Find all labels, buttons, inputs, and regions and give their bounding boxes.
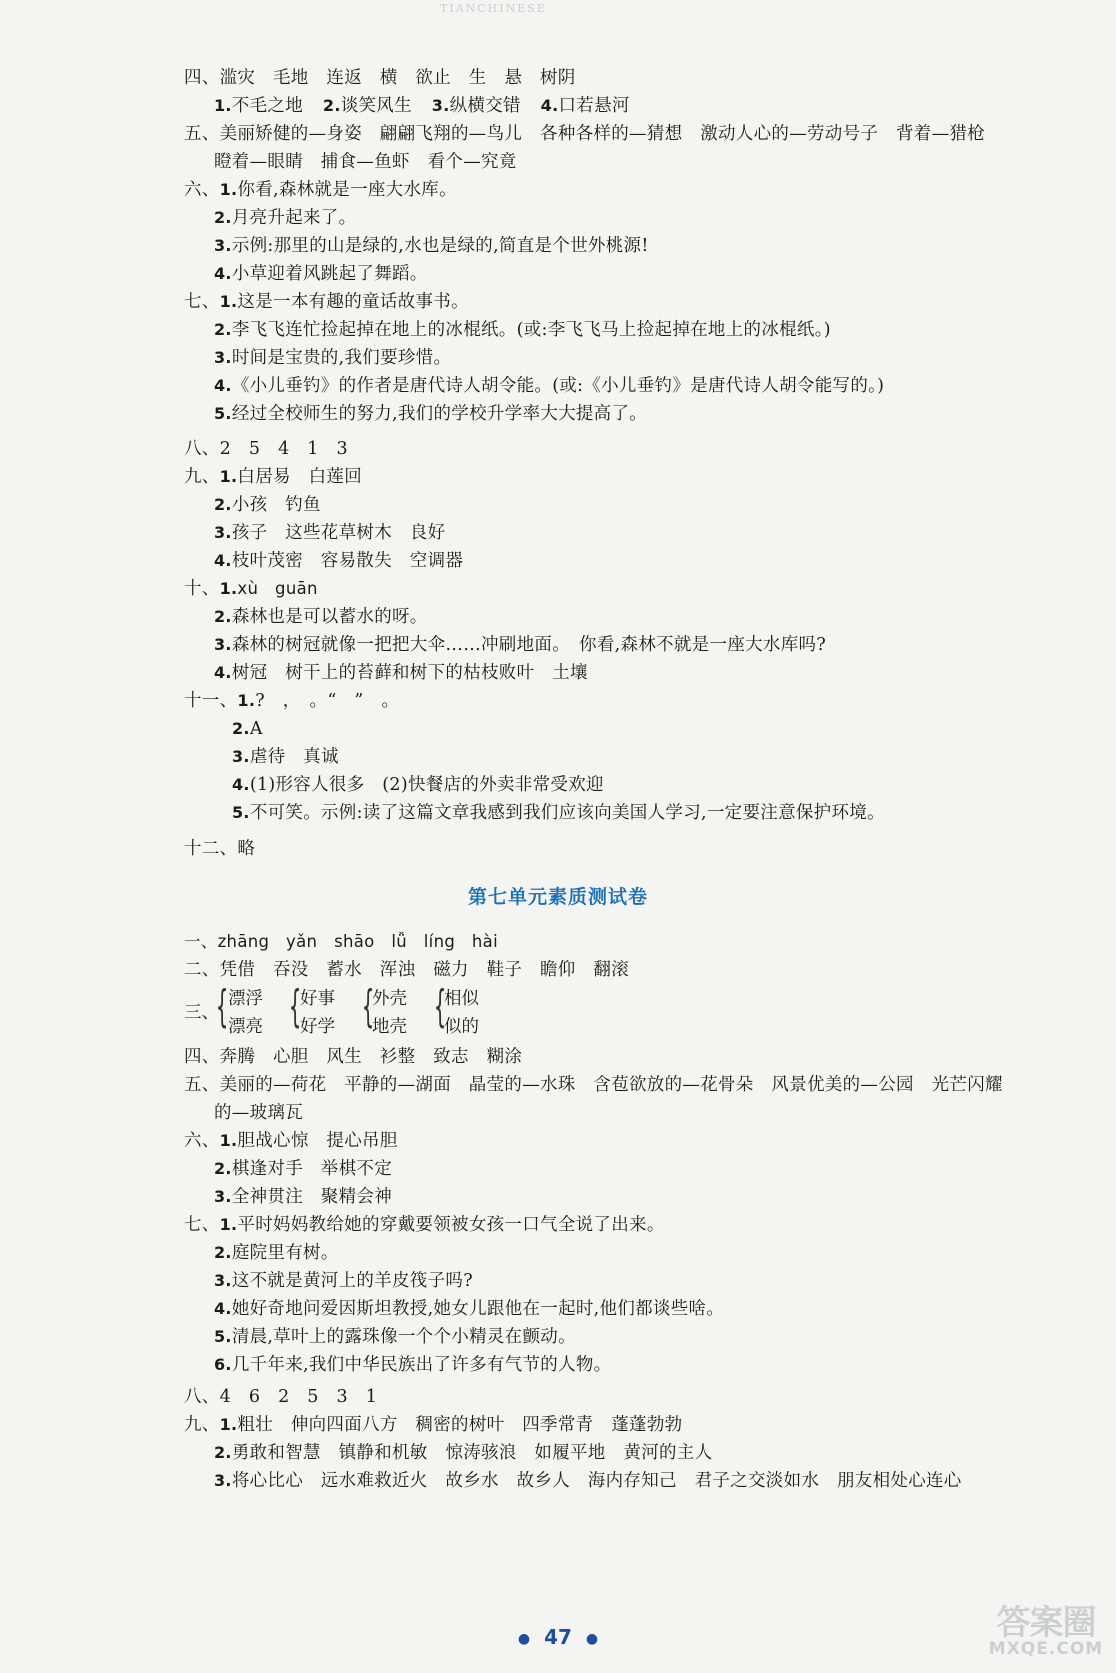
answer-line: 2.月亮升起来了。 [214,208,357,228]
answer-line: 3.这不就是黄河上的羊皮筏子吗? [214,1271,473,1291]
answer-line: 七、1.这是一本有趣的童话故事书。 [184,292,469,312]
answer-line: 2.勇敢和智慧 镇静和机敏 惊涛骇浪 如履平地 黄河的主人 [214,1443,713,1463]
answer-line: 十一、1.? ， 。“ ” 。 [184,691,400,711]
answer-line: 十二、略 [184,839,256,859]
watermark-text: 答案圈 [996,1603,1096,1643]
answer-line: 2.庭院里有树。 [214,1243,339,1263]
answer-line: 2.棋逢对手 举棋不定 [214,1159,393,1179]
brace-icon: { [433,981,447,1032]
brace-word: 地壳 [372,1017,407,1037]
dot-icon: ● [517,1630,531,1647]
answer-line: 四、滥灾 毛地 连返 横 欲止 生 悬 树阴 [184,68,576,88]
answer-line: 2.森林也是可以蓄水的呀。 [214,607,428,627]
answer-line: 4.小草迎着风跳起了舞蹈。 [214,264,428,284]
answer-line: 3.虐待 真诚 [232,747,339,767]
brace-word: 似的 [444,1017,479,1037]
page-number: ● 47 ● [517,1625,599,1649]
answer-line: 十、1.xù guān [184,579,318,599]
answer-line: 3.时间是宝贵的,我们要珍惜。 [214,348,452,368]
answer-line: 6.几千年来,我们中华民族出了许多有气节的人物。 [214,1355,612,1375]
answer-line: 六、1.胆战心惊 提心吊胆 [184,1131,398,1151]
answer-line: 5.经过全校师生的努力,我们的学校升学率大大提高了。 [214,404,648,424]
answer-line: 瞪着—眼睛 捕食—鱼虾 看个—究竟 [214,152,517,172]
answer-line: 的—玻璃瓦 [214,1103,303,1123]
answer-line: 4.(1)形容人很多 (2)快餐店的外卖非常受欢迎 [232,775,604,795]
answer-line: 1.不毛之地 2.谈笑风生 3.纵横交错 4.口若悬河 [214,96,630,116]
answer-line: 2.A [232,719,263,739]
answer-line: 4.她好奇地问爱因斯坦教授,她女儿跟他在一起时,他们都谈些啥。 [214,1299,725,1319]
answer-line: 五、美丽的—荷花 平静的—湖面 晶莹的—水珠 含苞欲放的—花骨朵 风景优美的—公园 光芒闪耀 [184,1075,1003,1095]
answer-line: 九、1.白居易 白莲回 [184,467,363,487]
answer-line: 二、凭借 吞没 蓄水 浑浊 磁力 鞋子 瞻仰 翻滚 [184,960,629,980]
watermark-subtext: MXQE.COM [988,1639,1104,1659]
brace-word: 好事 [300,989,335,1009]
brace-word: 外壳 [372,989,407,1009]
answer-line: 4.枝叶茂密 容易散失 空调器 [214,551,464,571]
answer-line: 3.全神贯注 聚精会神 [214,1187,393,1207]
brace-icon: { [288,981,302,1032]
dot-icon: ● [585,1630,599,1647]
answer-line: 3.森林的树冠就像一把把大伞……冲刷地面。 你看,森林不就是一座大水库吗? [214,635,827,655]
answer-line: 2.李飞飞连忙捡起掉在地上的冰棍纸。(或:李飞飞马上捡起掉在地上的冰棍纸。) [214,320,831,340]
unit7-title: 第七单元素质测试卷 [467,886,648,908]
answer-line: 四、奔腾 心胆 风生 衫整 致志 糊涂 [184,1047,523,1067]
answer-line: 一、zhāng yǎn shāo lǚ líng hài [184,932,498,951]
answer-line: 3.示例:那里的山是绿的,水也是绿的,简直是个世外桃源! [214,236,649,256]
brace-word: 相似 [444,989,479,1009]
answer-line-prefix: 三、 [184,1003,219,1023]
answer-line: 5.不可笑。示例:读了这篇文章我感到我们应该向美国人学习,一定要注意保护环境。 [232,803,885,823]
brace-word: 漂浮 [228,989,263,1009]
answer-line: 2.小孩 钓鱼 [214,495,321,515]
answer-line: 七、1.平时妈妈教给她的穿戴要领被女孩一口气全说了出来。 [184,1215,665,1235]
answer-line: 八、4 6 2 5 3 1 [184,1387,378,1407]
answer-line: 六、1.你看,森林就是一座大水库。 [184,180,457,200]
brace-icon: { [215,981,229,1032]
top-faint-text: TIANCHINESE [440,2,547,15]
brace-word: 好学 [300,1017,335,1037]
answer-line: 4.树冠 树干上的苔藓和树下的枯枝败叶 土壤 [214,663,588,683]
answer-line: 3.孩子 这些花草树木 良好 [214,523,446,543]
answer-line: 5.清晨,草叶上的露珠像一个个小精灵在颤动。 [214,1327,576,1347]
answer-line: 九、1.粗壮 伸向四面八方 稠密的树叶 四季常青 蓬蓬勃勃 [184,1415,683,1435]
watermark-logo [988,1595,1104,1665]
answer-line: 3.将心比心 远水难救近火 故乡水 故乡人 海内存知己 君子之交淡如水 朋友相处心连心 [214,1471,962,1491]
answer-line: 八、2 5 4 1 3 [184,439,348,459]
brace-word: 漂亮 [228,1017,263,1037]
brace-icon: { [361,981,375,1032]
answer-line: 4.《小儿垂钓》的作者是唐代诗人胡令能。(或:《小儿垂钓》是唐代诗人胡令能写的。) [214,376,885,396]
answer-line: 五、美丽矫健的—身姿 翩翩飞翔的—鸟儿 各种各样的—猜想 激动人心的—劳动号子 背着—猎枪 [184,124,985,144]
